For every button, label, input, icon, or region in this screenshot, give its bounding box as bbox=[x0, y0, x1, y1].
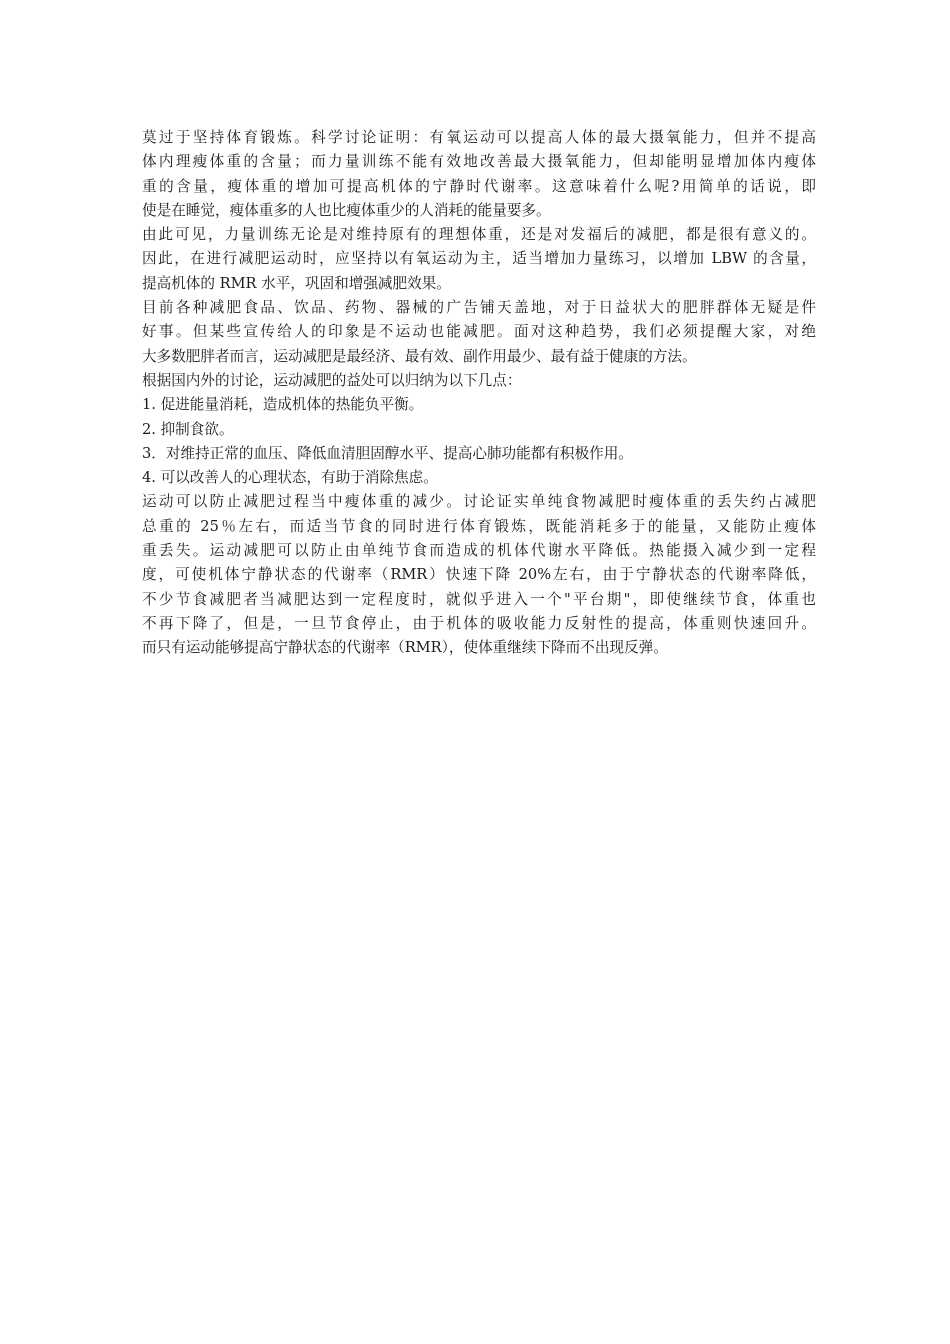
text-line: 因此，在进行减肥运动时，应坚持以有氧运动为主，适当增加力量练习，以增加 LBW 的含量， bbox=[142, 250, 816, 268]
text-line: 由此可见，力量训练无论是对维持原有的理想体重，还是对发福后的减肥，都是很有意义的。 bbox=[142, 226, 816, 244]
text-line: 好事。但某些宣传给人的印象是不运动也能减肥。面对这种趋势，我们必须提醒大家，对绝 bbox=[142, 323, 816, 341]
text-line: 而只有运动能够提高宁静状态的代谢率（RMR），使体重继续下降而不出现反弹。 bbox=[142, 639, 668, 657]
text-line: 提高机体的 RMR 水平，巩固和增强减肥效果。 bbox=[142, 274, 451, 292]
text-line: 运动可以防止减肥过程当中瘦体重的减少。讨论证实单纯食物减肥时瘦体重的丢失约占减肥 bbox=[142, 493, 816, 511]
text-line: 体内理瘦体重的含量；而力量训练不能有效地改善最大摄氧能力，但却能明显增加体内瘦体 bbox=[142, 153, 816, 171]
text-line: 不再下降了，但是，一旦节食停止，由于机体的吸收能力反射性的提高，体重则快速回升。 bbox=[142, 614, 816, 632]
text-line: 度，可使机体宁静状态的代谢率（RMR）快速下降 20%左右，由于宁静状态的代谢率降低， bbox=[142, 566, 816, 584]
text-line: 重丢失。运动减肥可以防止由单纯节食而造成的机体代谢水平降低。热能摄入减少到一定程 bbox=[142, 542, 816, 560]
text-line: 重的含量，瘦体重的增加可提高机体的宁静时代谢率。这意味着什么呢?用简单的话说，即 bbox=[142, 177, 816, 195]
text-line: 不少节食减肥者当减肥达到一定程度时，就似乎进入一个"平台期"，即使继续节食，体重也 bbox=[142, 590, 816, 608]
text-line: 使是在睡觉，瘦体重多的人也比瘦体重少的人消耗的能量要多。 bbox=[142, 201, 551, 219]
list-item: 3．对维持正常的血压、降低血清胆固醇水平、提高心肺功能都有积极作用。 bbox=[142, 444, 633, 462]
text-line: 大多数肥胖者而言，运动减肥是最经济、最有效、副作用最少、最有益于健康的方法。 bbox=[142, 347, 697, 365]
text-line: 目前各种减肥食品、饮品、药物、器械的广告铺天盖地，对于日益状大的肥胖群体无疑是件 bbox=[142, 299, 816, 317]
list-item: 4. 可以改善人的心理状态，有助于消除焦虑。 bbox=[142, 469, 438, 487]
list-item: 1. 促进能量消耗，造成机体的热能负平衡。 bbox=[142, 396, 424, 414]
text-line: 总重的 25％左右，而适当节食的同时进行体育锻炼，既能消耗多于的能量，又能防止瘦体 bbox=[142, 517, 816, 535]
text-line: 莫过于坚持体育锻炼。科学讨论证明：有氧运动可以提高人体的最大摄氧能力，但并不提高 bbox=[142, 129, 816, 146]
document-body bbox=[142, 126, 822, 661]
text-line: 根据国内外的讨论，运动减肥的益处可以归纳为以下几点： bbox=[142, 371, 522, 389]
list-item: 2. 抑制食欲。 bbox=[142, 420, 234, 438]
